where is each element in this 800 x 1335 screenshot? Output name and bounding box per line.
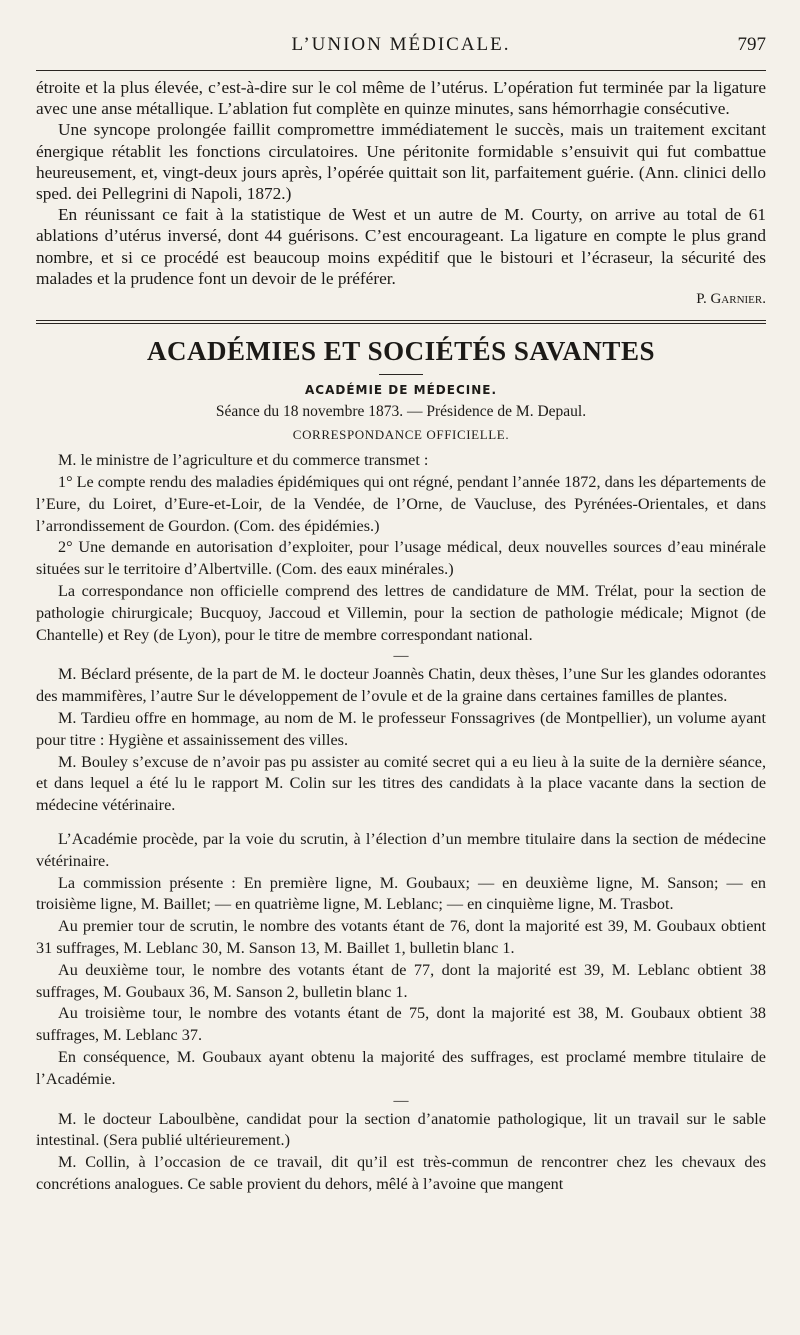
paragraph-commission: La commission présente : En première ligne, M. Goubaux; — en deuxième ligne, M. Sanson; — en troisième ligne, M. Baillet; — en quatrième ligne, M. Leblanc; — en cinquième ligne, M. Trasbot. xyxy=(36,873,766,914)
paragraph-bouley: M. Bouley s’excuse de n’avoir pas pu assister au comité secret qui a eu lieu à la suite de la dernière séance, et dans lequel a été lu le rapport M. Colin sur les titres des candidats à la place vacante dans la section de médecine vétérinaire. xyxy=(36,752,766,815)
paragraph-operation: étroite et la plus élevée, c’est-à-dire sur le col même de l’utérus. L’opération fut terminée par la ligature avec une anse métallique. L’ablation fut complète en quinze minutes, sans hémorrhagie consécutive. xyxy=(36,78,766,119)
paragraph-second-round: Au deuxième tour, le nombre des votants étant de 77, dont la majorité est 39, M. Leblanc obtient 38 suffrages, M. Goubaux 36, M. Sanson 2, bulletin blanc 1. xyxy=(36,960,766,1001)
running-header xyxy=(36,34,766,64)
section-title: ACADÉMIES ET SOCIÉTÉS SAVANTES xyxy=(147,336,655,367)
separator-dash: — xyxy=(393,648,409,665)
session-line: Séance du 18 novembre 1873. — Présidence de M. Depaul. xyxy=(215,403,587,421)
paragraph-conclusion: En conséquence, M. Goubaux ayant obtenu la majorité des suffrages, est proclamé membre titulaire de l’Académie. xyxy=(36,1047,766,1088)
paragraph-epidemics: 1° Le compte rendu des maladies épidémiques qui ont régné, pendant l’année 1872, dans les départements de l’Eure, du Loiret, d’Eure-et-Loir, de la Vendée, de l’Orne, de Vaucluse, des Pyrénées-Orientales, et dans l’arrondissement de Gourdon. (Com. des épidémies.) xyxy=(36,473,766,535)
paragraph-candidatures: La correspondance non officielle comprend des lettres de candidature de MM. Trélat, pour la section de pathologie chirurgicale; Bucquoy, Jaccoud et Villemin, pour la section de pathologie médicale; Mignot (de Chantelle) et Rey (de Lyon), pour le titre de membre correspondant national. xyxy=(36,582,766,644)
separator-dash-2: — xyxy=(393,1092,409,1109)
journal-title: L’UNION MÉDICALE. xyxy=(291,34,511,55)
spacer xyxy=(36,817,766,829)
paragraph-laboulbene: M. le docteur Laboulbène, candidat pour la section d’anatomie pathologique, lit un travail sur le sable intestinal. (Sera publié ultérieurement.) xyxy=(36,1109,766,1150)
paragraph-syncope: Une syncope prolongée faillit compromettre immédiatement le succès, mais un traitement excitant énergique rétablit les fonctions circulatoires. Une péritonite formidable s’ensuivit qui fut combattue heureusement, et, vingt-deux jours après, l’opérée quittait son lit, parfaitement guérie. (Ann. clinici dello sped. dei Pellegrini di Napoli, 1872.) xyxy=(36,120,766,204)
article-body xyxy=(36,450,766,1196)
correspondence-heading: CORRESPONDANCE OFFICIELLE. xyxy=(292,427,510,443)
page-number: 797 xyxy=(737,34,766,55)
header-rule xyxy=(36,70,766,71)
academy-heading: ACADÉMIE DE MÉDECINE. xyxy=(304,383,498,398)
paragraph-first-round: Au premier tour de scrutin, le nombre des votants étant de 76, dont la majorité est 39, M. Goubaux obtient 31 suffrages, M. Leblanc 30, M. Sanson 13, M. Baillet 1, bulletin blanc 1. xyxy=(36,917,766,957)
section-double-rule xyxy=(36,320,766,324)
paragraph-statistics: En réunissant ce fait à la statistique de West et un autre de M. Courty, on arrive au total de 61 ablations d’utérus inversé, dont 44 guérisons. C’est encourageant. La ligature en compte le plus grand nombre, et si ce procédé est beaucoup moins expéditif que le bistouri et l’écraseur, la sécurité des malades et la prudence font un devoir de le préférer. xyxy=(36,205,766,288)
paragraph-beclard: M. Béclard présente, de la part de M. le docteur Joannès Chatin, deux thèses, l’une Sur les glandes odorantes des mammifères, l’autre Sur le développement de l’ovule et de la graine dans certaines familles de plantes. xyxy=(36,665,766,706)
section-short-rule xyxy=(379,374,423,375)
paragraph-minister: M. le ministre de l’agriculture et du commerce transmet : xyxy=(58,451,429,470)
paragraph-tardieu: M. Tardieu offre en hommage, au nom de M. le professeur Fonssagrives (de Montpellier), un volume ayant pour titre : Hygiène et assainissement des villes. xyxy=(36,709,766,749)
paragraph-election: L’Académie procède, par la voie du scrutin, à l’élection d’un membre titulaire dans la section de médecine vétérinaire. xyxy=(36,829,766,870)
signature: P. Garnier. xyxy=(696,291,766,308)
paragraph-collin: M. Collin, à l’occasion de ce travail, dit qu’il est très-commun de rencontrer chez les chevaux des concrétions analogues. Ce sable provient du dehors, mêlé à l’avoine que mangent xyxy=(36,1153,766,1193)
paragraph-mineral-waters: 2° Une demande en autorisation d’exploiter, pour l’usage médical, deux nouvelles sources d’eau minérale situées sur le territoire d’Albertville. (Com. des eaux minérales.) xyxy=(36,538,766,579)
paragraph-third-round: Au troisième tour, le nombre des votants étant de 75, dont la majorité est 38, M. Goubaux obtient 38 suffrages, M. Leblanc 37. xyxy=(36,1004,766,1045)
